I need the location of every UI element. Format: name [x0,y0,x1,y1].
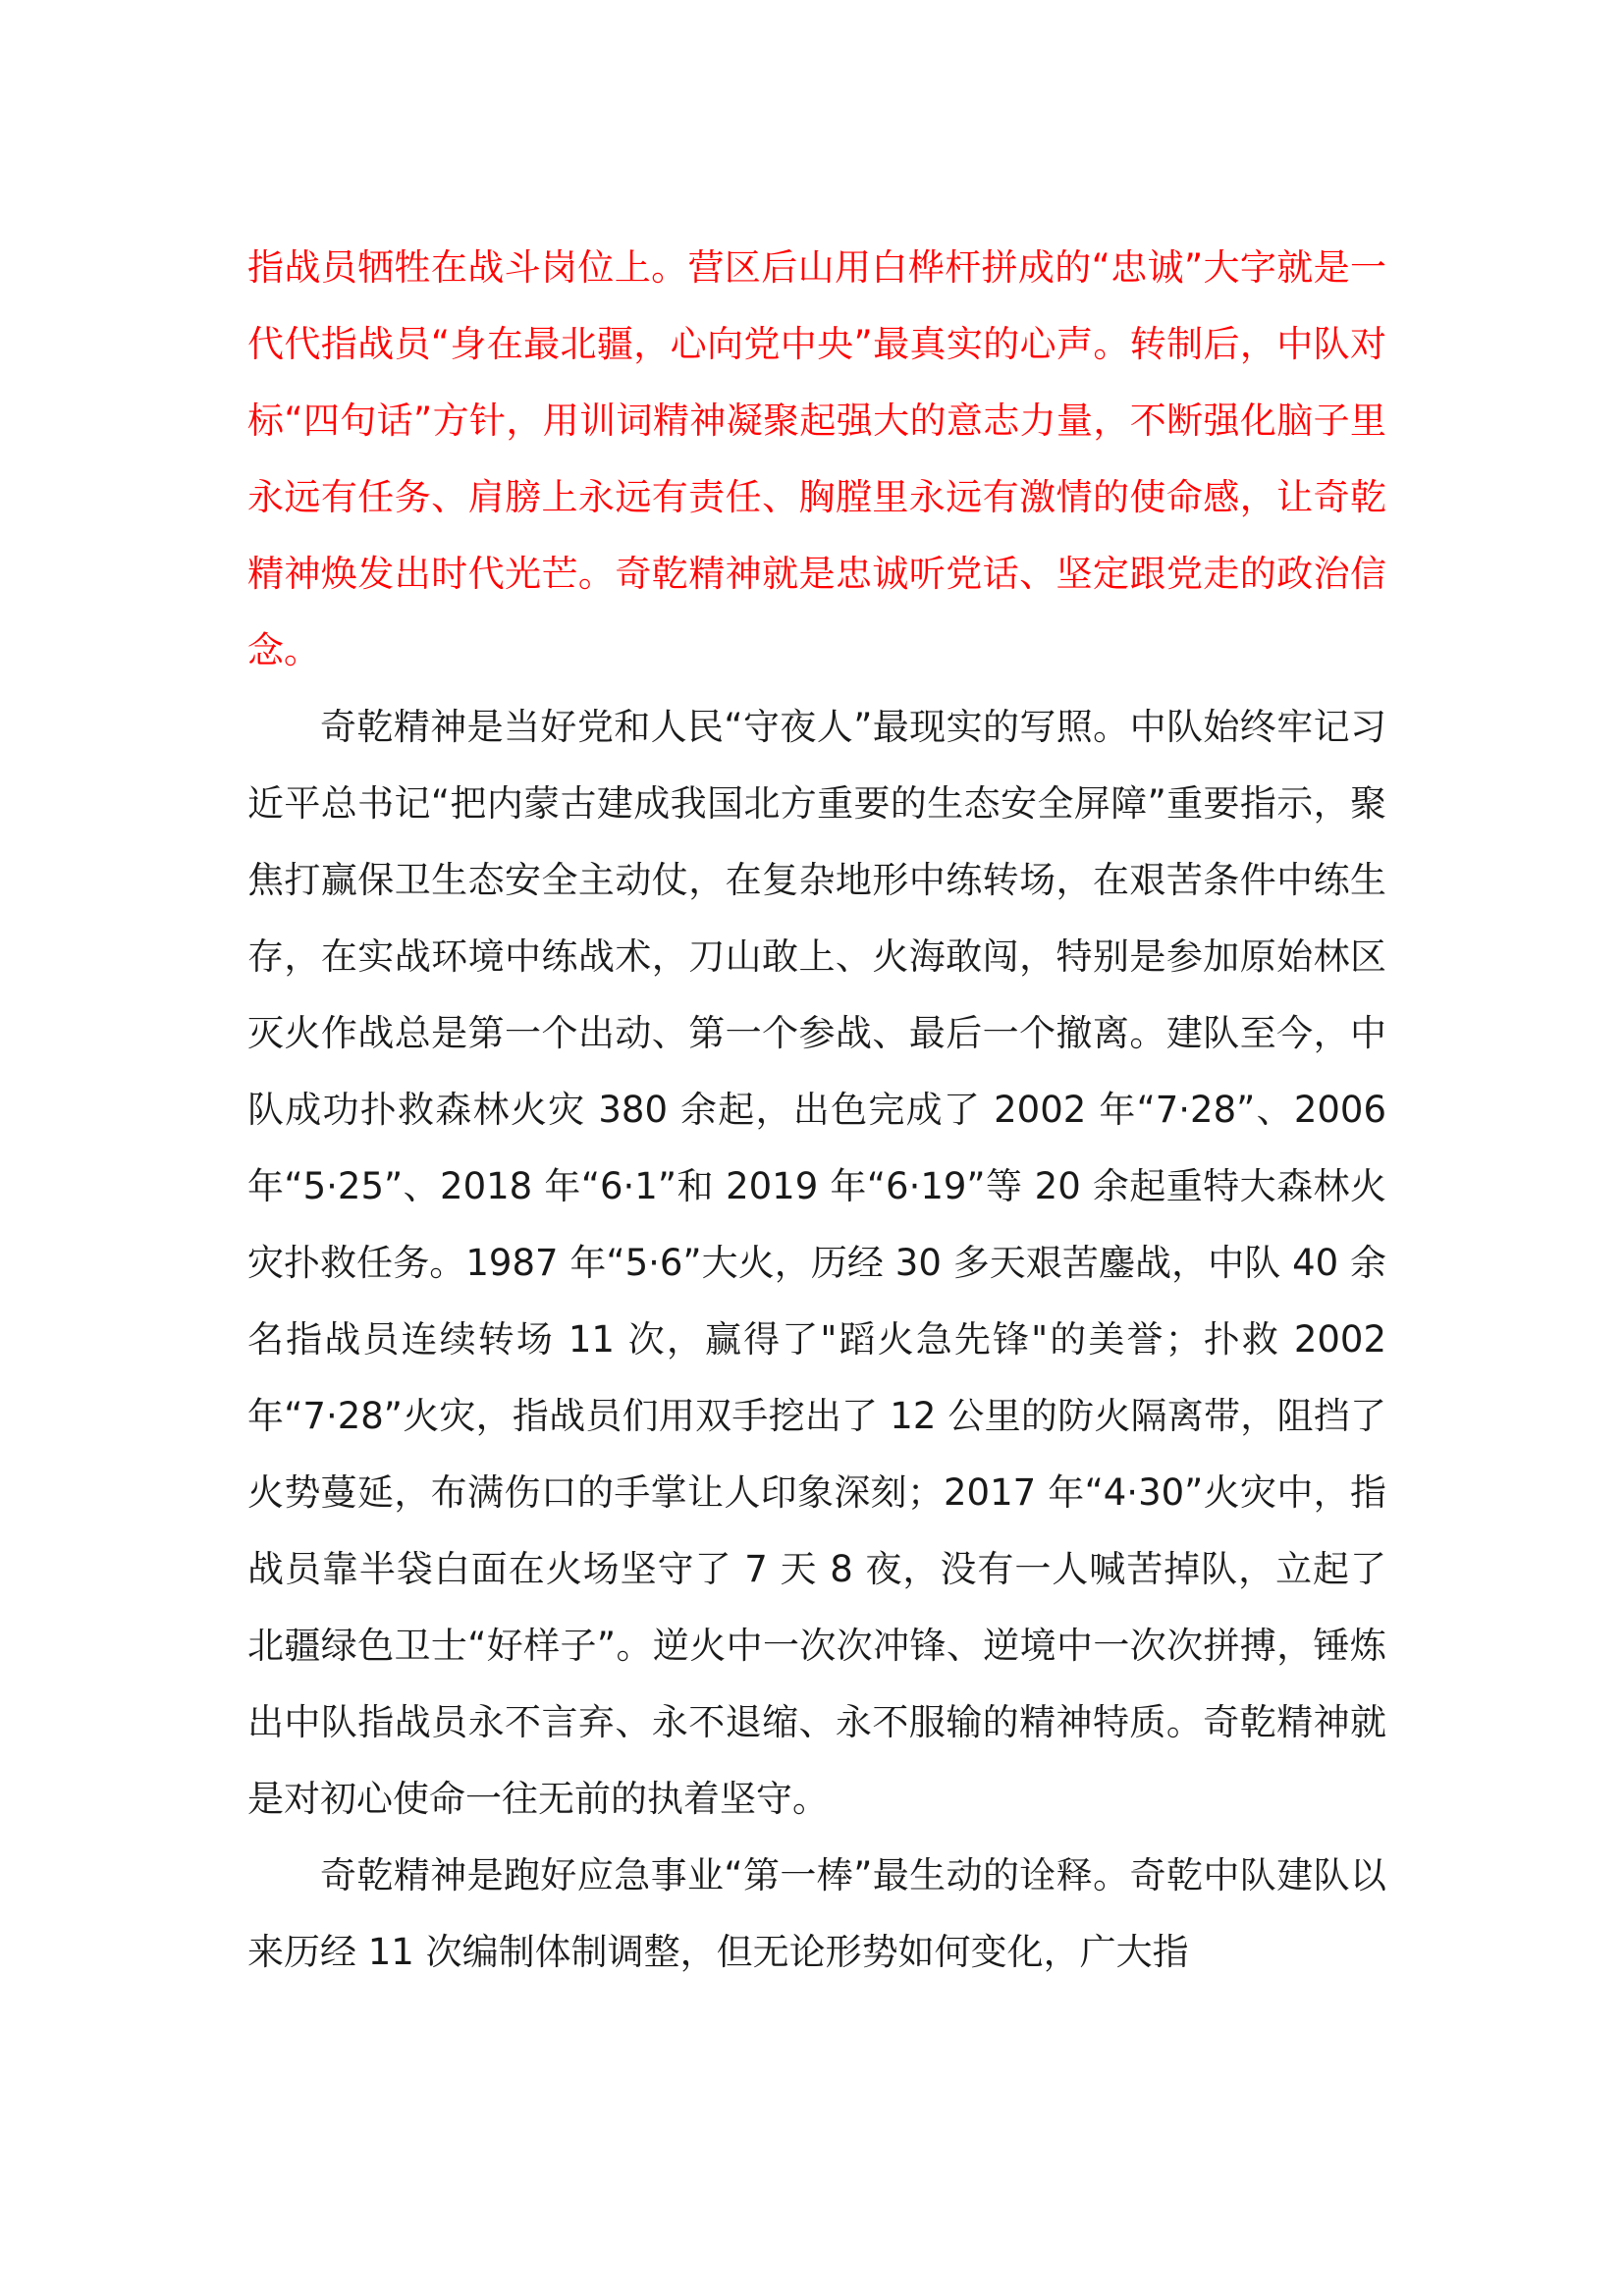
paragraph-first-baton: 奇乾精神是跑好应急事业“第一棒”最生动的诠释。奇乾中队建队以来历经 11 次编制体制调整，但无论形势如何变化，广大指 [247,1854,1386,1973]
paragraph-loyalty: 指战员牺牲在战斗岗位上。营区后山用白桦杆拼成的“忠诚”大字就是一代代指战员“身在最北疆，心向党中央”最真实的心声。转制后，中队对标“四句话”方针，用训词精神凝聚起强大的意志力量，不断强化脑子里永远有任务、肩膀上永远有责任、胸膛里永远有激情的使命感，让奇乾精神焕发出时代光芒。奇乾精神就是忠诚听党话、坚定跟党走的政治信念。 [247,246,1386,671]
paragraph-night-watchman: 奇乾精神是当好党和人民“守夜人”最现实的写照。中队始终牢记习近平总书记“把内蒙古建成我国北方重要的生态安全屏障”重要指示，聚焦打赢保卫生态安全主动仗，在复杂地形中练转场，在艰苦条件中练生存，在实战环境中练战术，刀山敢上、火海敢闯，特别是参加原始林区灭火作战总是第一个出动、第一个参战、最后一个撤离。建队至今，中队成功扑救森林火灾 380 余起，出色完成了 2002 年“7·28”、2006 年“5·25”、2018 年“6·1”和 2019 年“6·19”等 20 余起重特大森林火灾扑救任务。1987 年“5·6”大火，历经 30 多天艰苦鏖战，中队 40 余名指战员连续转场 11 次，赢得了"蹈火急先锋"的美誉；扑救 2002 年“7·28”火灾，指战员们用双手挖出了 12 公里的防火隔离带，阻挡了火势蔓延，布满伤口的手掌让人印象深刻；2017 年“4·30”火灾中，指战员靠半袋白面在火场坚守了 7 天 8 夜，没有一人喊苦掉队，立起了北疆绿色卫士“好样子”。逆火中一次次冲锋、逆境中一次次拼搏，锤炼出中队指战员永不言弃、永不退缩、永不服输的精神特质。奇乾精神就是对初心使命一往无前的执着坚守。 [247,706,1386,1820]
document-page [247,230,1386,1991]
